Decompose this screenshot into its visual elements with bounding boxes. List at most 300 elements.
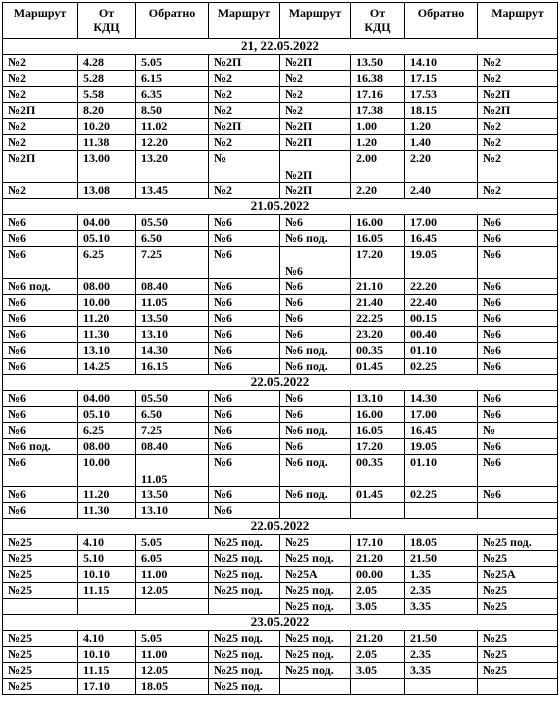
- table-cell: 01.45: [351, 359, 405, 375]
- table-cell: 16.05: [351, 231, 405, 247]
- table-row: [3, 503, 558, 519]
- section-date: 21.05.2022: [3, 199, 558, 215]
- table-cell: [405, 679, 478, 695]
- table-cell: №6: [209, 327, 280, 343]
- table-cell: №6: [280, 391, 351, 407]
- table-cell: 7.25: [136, 423, 209, 439]
- section-date: 21, 22.05.2022: [3, 39, 558, 55]
- table-cell: 00.15: [405, 311, 478, 327]
- header-route-4: Маршрут: [478, 3, 558, 39]
- table-cell: 17.00: [405, 215, 478, 231]
- table-cell: №25 под.: [280, 663, 351, 679]
- table-cell: 21.50: [405, 551, 478, 567]
- table-cell: №25 под.: [280, 647, 351, 663]
- table-row: [3, 647, 558, 663]
- table-cell: 10.10: [78, 647, 136, 663]
- table-cell: №6: [3, 407, 78, 423]
- table-cell: №25: [478, 663, 558, 679]
- table-cell: №25 под.: [209, 647, 280, 663]
- table-cell: 3.05: [351, 663, 405, 679]
- table-cell: №25 под.: [209, 631, 280, 647]
- table-cell: №2: [3, 55, 78, 71]
- table-cell: №6: [209, 439, 280, 455]
- table-cell: 18.05: [136, 679, 209, 695]
- table-cell: №: [478, 423, 558, 439]
- table-row: [3, 119, 558, 135]
- table-cell: №6 под.: [3, 279, 78, 295]
- table-cell: №25: [3, 583, 78, 599]
- table-cell: №25 под.: [209, 535, 280, 551]
- table-cell: 11.05: [136, 295, 209, 311]
- table-cell: 11.20: [78, 487, 136, 503]
- table-cell: №6: [3, 503, 78, 519]
- table-cell: 08.00: [78, 439, 136, 455]
- table-cell: [351, 679, 405, 695]
- table-cell: 13.10: [136, 327, 209, 343]
- table-cell: 21.10: [351, 279, 405, 295]
- table-cell: 11.02: [136, 119, 209, 135]
- table-cell: №6: [280, 247, 351, 279]
- section-header-row: [3, 519, 558, 535]
- table-cell: 14.30: [136, 343, 209, 359]
- section-header-row: [3, 39, 558, 55]
- table-cell: 00.40: [405, 327, 478, 343]
- table-cell: 00.35: [351, 343, 405, 359]
- table-cell: 11.15: [78, 663, 136, 679]
- table-cell: №6: [478, 215, 558, 231]
- table-cell: №6 под.: [280, 359, 351, 375]
- table-cell: 4.10: [78, 631, 136, 647]
- table-cell: 00.00: [351, 567, 405, 583]
- table-cell: 11.15: [78, 583, 136, 599]
- table-cell: №6: [280, 295, 351, 311]
- table-cell: №2: [209, 135, 280, 151]
- table-cell: 2.05: [351, 647, 405, 663]
- table-cell: 2.35: [405, 583, 478, 599]
- table-cell: 13.50: [136, 311, 209, 327]
- table-cell: №6: [3, 359, 78, 375]
- table-cell: 8.50: [136, 103, 209, 119]
- table-row: [3, 87, 558, 103]
- table-cell: №6: [478, 439, 558, 455]
- table-cell: 17.00: [405, 407, 478, 423]
- header-from-kdc-1: От КДЦ: [78, 3, 136, 39]
- table-cell: 17.20: [351, 247, 405, 279]
- table-cell: №2П: [209, 119, 280, 135]
- table-cell: №2: [3, 135, 78, 151]
- table-cell: №6: [478, 327, 558, 343]
- table-cell: №6: [478, 247, 558, 279]
- table-cell: 01.10: [405, 343, 478, 359]
- table-cell: 5.28: [78, 71, 136, 87]
- table-row: [3, 327, 558, 343]
- table-cell: 1.40: [405, 135, 478, 151]
- table-cell: 3.35: [405, 663, 478, 679]
- table-cell: 14.10: [405, 55, 478, 71]
- table-cell: 22.25: [351, 311, 405, 327]
- table-cell: №6: [3, 215, 78, 231]
- table-cell: 02.25: [405, 359, 478, 375]
- table-cell: 11.00: [136, 647, 209, 663]
- table-row: [3, 103, 558, 119]
- table-cell: 2.20: [351, 183, 405, 199]
- table-cell: №25 под.: [280, 583, 351, 599]
- table-cell: №6: [209, 487, 280, 503]
- table-cell: 16.45: [405, 231, 478, 247]
- table-cell: №2: [3, 119, 78, 135]
- table-cell: 12.05: [136, 583, 209, 599]
- table-cell: №2: [280, 103, 351, 119]
- table-cell: 21.40: [351, 295, 405, 311]
- table-cell: 13.10: [78, 343, 136, 359]
- table-cell: №2П: [280, 135, 351, 151]
- table-cell: №6: [3, 343, 78, 359]
- table-cell: №6: [3, 423, 78, 439]
- table-cell: 04.00: [78, 391, 136, 407]
- table-cell: 6.25: [78, 423, 136, 439]
- table-cell: №6: [209, 503, 280, 519]
- table-cell: №6: [209, 295, 280, 311]
- table-row: [3, 455, 558, 487]
- table-cell: [3, 599, 78, 615]
- table-row: [3, 583, 558, 599]
- table-cell: 10.00: [78, 295, 136, 311]
- table-row: [3, 631, 558, 647]
- table-cell: 22.20: [405, 279, 478, 295]
- table-cell: №2: [3, 71, 78, 87]
- table-cell: 05.10: [78, 231, 136, 247]
- table-cell: №6: [478, 295, 558, 311]
- table-cell: №6: [209, 279, 280, 295]
- table-cell: №2: [478, 135, 558, 151]
- table-cell: 11.20: [78, 311, 136, 327]
- table-cell: [280, 503, 351, 519]
- header-return-2: Обратно: [405, 3, 478, 39]
- header-return-1: Обратно: [136, 3, 209, 39]
- table-cell: №6: [3, 247, 78, 279]
- table-cell: 1.20: [351, 135, 405, 151]
- table-cell: №25 под.: [209, 679, 280, 695]
- table-row: [3, 551, 558, 567]
- table-cell: №6: [209, 231, 280, 247]
- table-cell: №25: [478, 647, 558, 663]
- table-cell: №6: [280, 311, 351, 327]
- table-cell: №2: [478, 151, 558, 183]
- table-cell: №25 под.: [209, 663, 280, 679]
- table-cell: 18.15: [405, 103, 478, 119]
- table-row: [3, 295, 558, 311]
- table-cell: №2П: [209, 55, 280, 71]
- table-cell: 2.05: [351, 583, 405, 599]
- table-cell: №2: [478, 55, 558, 71]
- table-cell: №6: [280, 279, 351, 295]
- table-cell: 17.38: [351, 103, 405, 119]
- table-cell: 05.50: [136, 215, 209, 231]
- table-cell: 8.20: [78, 103, 136, 119]
- table-cell: №6: [3, 487, 78, 503]
- table-row: [3, 439, 558, 455]
- table-cell: 01.45: [351, 487, 405, 503]
- table-cell: 4.10: [78, 535, 136, 551]
- table-cell: 10.10: [78, 567, 136, 583]
- table-cell: №6: [3, 231, 78, 247]
- table-cell: №2: [478, 71, 558, 87]
- table-cell: 01.10: [405, 455, 478, 487]
- table-cell: [405, 503, 478, 519]
- table-cell: 13.00: [78, 151, 136, 183]
- table-cell: №6 под.: [280, 487, 351, 503]
- table-cell: 4.28: [78, 55, 136, 71]
- table-cell: 02.25: [405, 487, 478, 503]
- table-row: [3, 231, 558, 247]
- table-cell: №6: [209, 215, 280, 231]
- table-cell: №6: [209, 311, 280, 327]
- table-cell: 11.30: [78, 327, 136, 343]
- table-row: [3, 247, 558, 279]
- table-cell: №25 под.: [280, 599, 351, 615]
- section-date: 22.05.2022: [3, 519, 558, 535]
- table-cell: 2.00: [351, 151, 405, 183]
- table-cell: №6: [209, 455, 280, 487]
- table-cell: №6 под.: [280, 455, 351, 487]
- table-cell: 13.08: [78, 183, 136, 199]
- table-cell: [78, 599, 136, 615]
- table-cell: №25: [478, 631, 558, 647]
- table-cell: 6.25: [78, 247, 136, 279]
- table-cell: 11.05: [136, 455, 209, 487]
- table-cell: №6: [209, 343, 280, 359]
- table-cell: №25: [3, 631, 78, 647]
- table-cell: 17.16: [351, 87, 405, 103]
- table-cell: 16.45: [405, 423, 478, 439]
- table-cell: №2: [3, 183, 78, 199]
- table-cell: 19.05: [405, 439, 478, 455]
- table-cell: 6.50: [136, 231, 209, 247]
- header-row: [3, 3, 558, 39]
- table-cell: №2: [209, 183, 280, 199]
- table-cell: №6: [209, 247, 280, 279]
- table-cell: №25: [478, 583, 558, 599]
- table-cell: №6 под.: [3, 439, 78, 455]
- table-cell: №2П: [478, 103, 558, 119]
- table-cell: №6: [3, 327, 78, 343]
- table-cell: 08.00: [78, 279, 136, 295]
- table-cell: 04.00: [78, 215, 136, 231]
- table-row: [3, 487, 558, 503]
- table-cell: №2: [209, 103, 280, 119]
- table-cell: №2: [3, 87, 78, 103]
- table-cell: 12.05: [136, 663, 209, 679]
- table-cell: №6: [209, 391, 280, 407]
- table-cell: №25 под.: [209, 567, 280, 583]
- table-cell: 3.05: [351, 599, 405, 615]
- table-cell: 6.35: [136, 87, 209, 103]
- table-cell: 2.40: [405, 183, 478, 199]
- table-cell: №25: [478, 551, 558, 567]
- table-cell: 19.05: [405, 247, 478, 279]
- table-cell: 00.35: [351, 455, 405, 487]
- table-cell: 08.40: [136, 279, 209, 295]
- schedule-body: [3, 39, 558, 695]
- table-row: [3, 535, 558, 551]
- table-cell: №25: [3, 663, 78, 679]
- table-cell: №6: [3, 311, 78, 327]
- table-cell: №25: [3, 647, 78, 663]
- table-cell: 13.45: [136, 183, 209, 199]
- table-cell: 12.20: [136, 135, 209, 151]
- table-cell: №25А: [280, 567, 351, 583]
- table-row: [3, 423, 558, 439]
- table-cell: №2: [280, 87, 351, 103]
- section-date: 22.05.2022: [3, 375, 558, 391]
- table-cell: 08.40: [136, 439, 209, 455]
- table-cell: 13.10: [351, 391, 405, 407]
- table-cell: №2П: [3, 103, 78, 119]
- table-cell: [136, 599, 209, 615]
- table-cell: 1.35: [405, 567, 478, 583]
- table-cell: 21.20: [351, 631, 405, 647]
- table-cell: №6 под.: [280, 343, 351, 359]
- table-cell: №6: [478, 231, 558, 247]
- table-row: [3, 343, 558, 359]
- table-cell: 1.20: [405, 119, 478, 135]
- table-cell: 16.15: [136, 359, 209, 375]
- table-cell: №2П: [280, 151, 351, 183]
- table-cell: 3.35: [405, 599, 478, 615]
- table-cell: №25 под.: [280, 631, 351, 647]
- table-cell: №25: [3, 535, 78, 551]
- table-row: [3, 55, 558, 71]
- table-row: [3, 135, 558, 151]
- table-row: [3, 407, 558, 423]
- table-cell: [351, 503, 405, 519]
- table-row: [3, 391, 558, 407]
- table-cell: №25: [3, 551, 78, 567]
- table-cell: №25 под.: [209, 583, 280, 599]
- table-cell: 17.15: [405, 71, 478, 87]
- table-row: [3, 71, 558, 87]
- table-cell: 17.10: [351, 535, 405, 551]
- table-cell: №25: [280, 535, 351, 551]
- table-cell: №25: [478, 599, 558, 615]
- table-cell: №25А: [478, 567, 558, 583]
- table-cell: 5.58: [78, 87, 136, 103]
- table-cell: №2П: [280, 183, 351, 199]
- table-cell: №6: [3, 391, 78, 407]
- table-cell: 5.05: [136, 631, 209, 647]
- table-cell: 5.05: [136, 55, 209, 71]
- table-cell: №6: [280, 439, 351, 455]
- header-from-kdc-2: От КДЦ: [351, 3, 405, 39]
- table-cell: №6: [3, 295, 78, 311]
- table-row: [3, 359, 558, 375]
- table-cell: 16.00: [351, 407, 405, 423]
- header-route-1: Маршрут: [3, 3, 78, 39]
- table-cell: №6: [478, 487, 558, 503]
- table-cell: 13.10: [136, 503, 209, 519]
- table-cell: №6: [280, 327, 351, 343]
- table-cell: №6 под.: [280, 423, 351, 439]
- table-cell: 13.50: [136, 487, 209, 503]
- table-cell: №6: [3, 455, 78, 487]
- table-cell: 11.30: [78, 503, 136, 519]
- table-cell: [280, 679, 351, 695]
- table-cell: №2: [478, 183, 558, 199]
- table-cell: [209, 599, 280, 615]
- table-cell: 13.50: [351, 55, 405, 71]
- table-cell: 18.05: [405, 535, 478, 551]
- table-cell: №6: [209, 423, 280, 439]
- header-route-3: Маршрут: [280, 3, 351, 39]
- table-cell: 7.25: [136, 247, 209, 279]
- table-cell: №2П: [478, 87, 558, 103]
- table-cell: 21.20: [351, 551, 405, 567]
- schedule-table: [2, 2, 558, 695]
- table-cell: №25 под.: [478, 535, 558, 551]
- table-cell: №6: [478, 391, 558, 407]
- table-cell: 6.15: [136, 71, 209, 87]
- table-cell: №2П: [3, 151, 78, 183]
- table-cell: 5.10: [78, 551, 136, 567]
- table-cell: 11.00: [136, 567, 209, 583]
- header-route-2: Маршрут: [209, 3, 280, 39]
- table-cell: №6 под.: [280, 231, 351, 247]
- table-cell: 2.20: [405, 151, 478, 183]
- table-row: [3, 663, 558, 679]
- table-row: [3, 215, 558, 231]
- table-cell: №6: [280, 407, 351, 423]
- table-cell: 14.30: [405, 391, 478, 407]
- table-cell: №25 под.: [209, 551, 280, 567]
- section-date: 23.05.2022: [3, 615, 558, 631]
- table-cell: №6: [478, 455, 558, 487]
- table-cell: №6: [478, 407, 558, 423]
- table-cell: №2П: [280, 55, 351, 71]
- table-cell: 16.38: [351, 71, 405, 87]
- table-row: [3, 183, 558, 199]
- table-cell: №6: [209, 359, 280, 375]
- table-cell: 16.05: [351, 423, 405, 439]
- table-row: [3, 679, 558, 695]
- table-cell: 17.10: [78, 679, 136, 695]
- table-cell: №25 под.: [280, 551, 351, 567]
- table-cell: 6.05: [136, 551, 209, 567]
- table-cell: 05.10: [78, 407, 136, 423]
- table-cell: №2: [478, 119, 558, 135]
- table-cell: 2.35: [405, 647, 478, 663]
- table-row: [3, 151, 558, 183]
- table-cell: №: [209, 151, 280, 183]
- table-cell: 10.20: [78, 119, 136, 135]
- table-cell: 5.05: [136, 535, 209, 551]
- table-row: [3, 599, 558, 615]
- table-cell: 05.50: [136, 391, 209, 407]
- section-header-row: [3, 615, 558, 631]
- table-cell: №2П: [280, 119, 351, 135]
- table-cell: 17.20: [351, 439, 405, 455]
- table-cell: 23.20: [351, 327, 405, 343]
- table-cell: №2: [209, 87, 280, 103]
- table-cell: [478, 679, 558, 695]
- section-header-row: [3, 199, 558, 215]
- table-cell: 6.50: [136, 407, 209, 423]
- table-cell: №6: [478, 343, 558, 359]
- table-cell: 13.20: [136, 151, 209, 183]
- table-cell: №6: [280, 215, 351, 231]
- table-cell: №6: [478, 279, 558, 295]
- table-cell: №6: [209, 407, 280, 423]
- table-cell: №6: [478, 359, 558, 375]
